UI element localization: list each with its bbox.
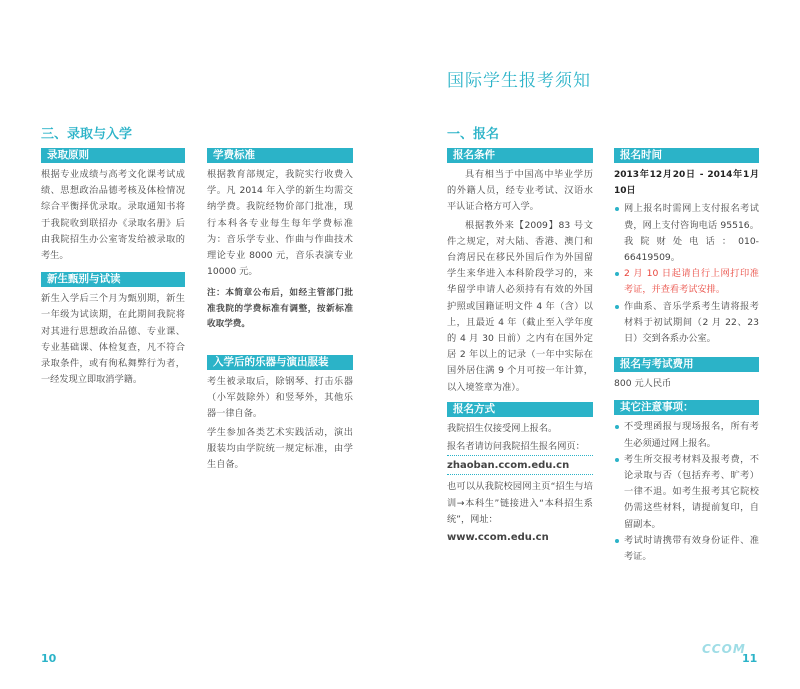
requirements-text-1: 具有相当于中国高中毕业学历的外籍人员，经专业考试、汉语水平认证合格方可入学。 — [447, 169, 593, 213]
tuition-note: 注：本简章公布后，如经主管部门批准我院的学费标准有调整，按新标准收取学费。 — [207, 288, 353, 330]
instruments-text: 考生被录取后，除钢琴、打击乐器（小军鼓除外）和竖琴外，其他乐器一律自备。 — [207, 375, 353, 420]
header-registration-method: 报名方式 — [447, 402, 593, 417]
new-student-screening-text: 新生入学后三个月为甄别期，新生一年级为试读期，在此期间我院将对其进行思想政治品德、专业课、专业基础课、体检复查，凡不符合录取条件，或有徇私舞弊行为者，一经发现立即取消学籍。 — [41, 293, 185, 386]
left-column-2 — [207, 148, 353, 473]
section-title-admission: 三、录取与入学 — [41, 127, 133, 142]
other-notes-list — [614, 419, 759, 565]
header-instruments-costumes: 入学后的乐器与演出服装 — [207, 355, 353, 370]
header-registration-requirements: 报名条件 — [447, 148, 593, 163]
list-item: 考试时请携带有效身份证件、准考证。 — [614, 533, 759, 565]
list-item-highlight: 2 月 10 日起请自行上网打印准考证，并查看考试安排。 — [614, 266, 759, 298]
header-registration-time: 报名时间 — [614, 148, 759, 163]
registration-time-list — [614, 201, 759, 347]
tuition-text: 根据教育部规定，我院实行收费入学。凡 2014 年入学的新生均需交纳学费。我院经物价部门批准，现行本科各专业每生每年学费标准为：音乐学专业、作曲与作曲技术理论专业 8000 元，音乐表演专业 10000 元。 — [207, 169, 353, 278]
list-item: 考生所交报考材料及报考费，不论录取与否（包括弃考、旷考）一律不退。如考生报考其它院校仍需这些材料，请提前复印，自留副本。 — [614, 452, 759, 533]
ccom-logo-icon: CCOM — [702, 642, 746, 656]
page-title: 国际学生报考须知 — [447, 71, 591, 91]
right-column-1 — [447, 148, 593, 546]
list-item: 作曲系、音乐学系考生请将报考材料于初试期间（2 月 22、23 日）交到各系办公室。 — [614, 299, 759, 348]
right-column-2 — [614, 148, 759, 565]
registration-dates: 2013年12月20日 - 2014年1月10日 — [614, 170, 759, 197]
method-online-only: 我院招生仅接受网上报名。 — [447, 422, 558, 434]
page-number-left: 10 — [41, 652, 57, 665]
page-number-right: 11 — [742, 652, 758, 665]
header-admission-principle: 录取原则 — [41, 148, 185, 163]
header-fees: 报名与考试费用 — [614, 357, 759, 372]
admission-principle-text: 根据专业成绩与高考文化课考试成绩、思想政治品德考核及体检情况综合平衡择优录取。录取通知书将于我院收到联招办《录取名册》后由我院招生办公室寄发给被录取的考生。 — [41, 169, 185, 262]
list-item: 不受理函报与现场报名，所有考生必须通过网上报名。 — [614, 419, 759, 451]
header-other-notes: 其它注意事项： — [614, 400, 759, 415]
header-tuition: 学费标准 — [207, 148, 353, 163]
registration-url[interactable]: zhaoban.ccom.edu.cn — [447, 458, 593, 475]
section-title-registration: 一、报名 — [447, 127, 500, 142]
requirements-text-2: 根据教外来【2009】83 号文件之规定，对大陆、香港、澳门和台湾居民在移民外国后作为外国留学生来华进入本科阶段学习的，来华留学申请人必须持有有效的外国护照或国籍证明文件 4 年（含）以上，且最近 4 年（截止至入学年度的 4 月 30 日前）之内有在国外定居 2 年以上的记录（一年中实际在国外居住满 9 个月可按一年计算，以入境签章为准）。 — [447, 219, 593, 393]
fee-amount: 800 元人民币 — [614, 378, 672, 390]
header-new-student-screening: 新生甄别与试读 — [41, 272, 185, 287]
list-item: 网上报名时需网上支付报名考试费，网上支付咨询电话 95516。我院财处电话：010-66419509。 — [614, 201, 759, 266]
homepage-url[interactable]: www.ccom.edu.cn — [447, 532, 549, 544]
left-column-1 — [41, 148, 185, 388]
method-visit-page: 报名者请访问我院招生报名网页： — [447, 439, 593, 456]
costumes-text: 学生参加各类艺术实践活动，演出服装均由学院统一规定标准，由学生自备。 — [207, 426, 353, 470]
method-homepage-link: 也可以从我院校园网主页“招生与培训→本科生”链接进入“本科招生系统”，网址： — [447, 481, 593, 525]
